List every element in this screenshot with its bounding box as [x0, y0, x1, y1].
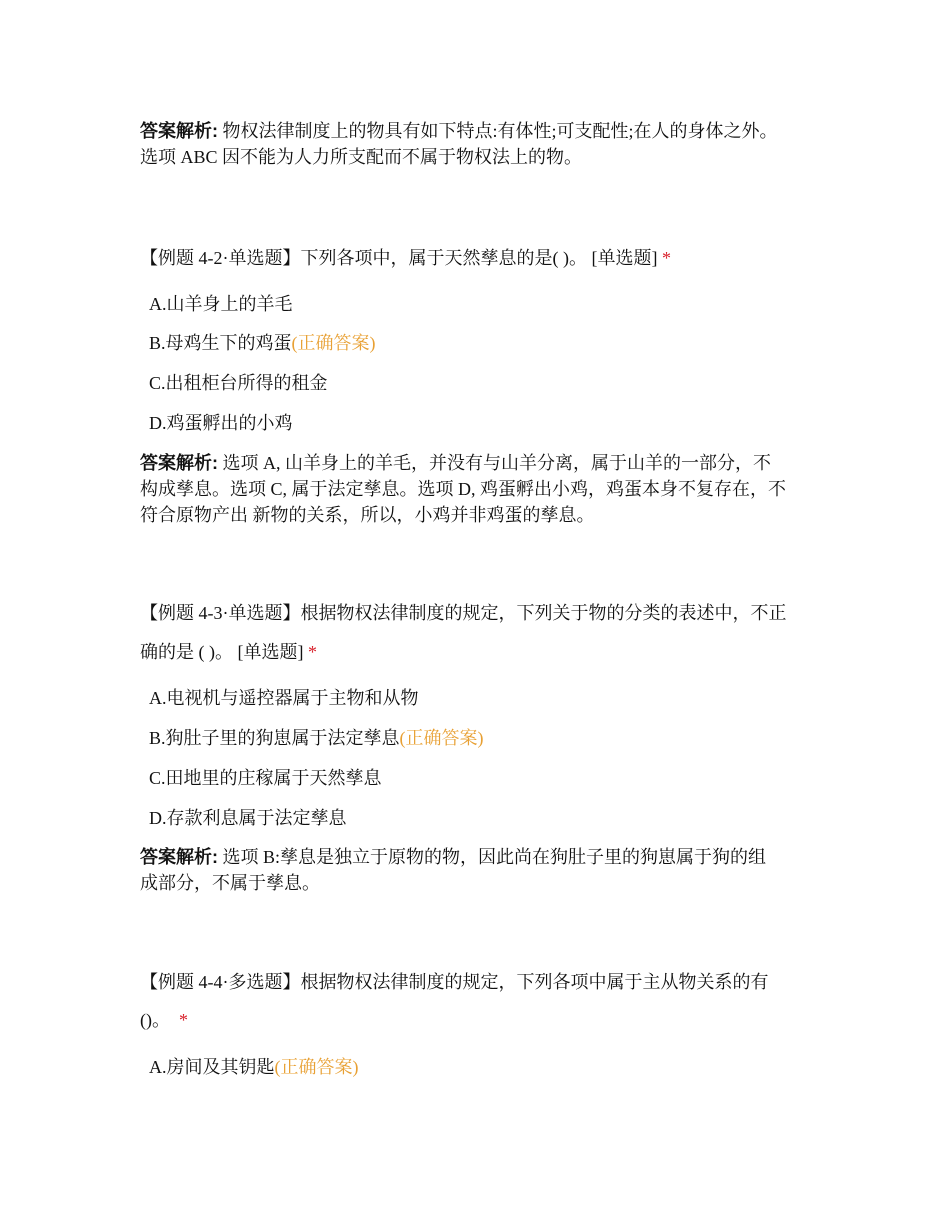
required-mark: *: [179, 1010, 188, 1030]
question-title: 【例题 4-2·单选题】下列各项中，属于天然孳息的是( )。 [单选题] *: [140, 248, 671, 268]
option-d[interactable]: D.存款利息属于法定孳息: [149, 808, 347, 828]
explanation-line: 成部分，不属于孳息。: [140, 873, 320, 893]
explanation-label: 答案解析:: [140, 453, 218, 473]
required-mark: *: [661, 248, 671, 268]
explanation-label: 答案解析:: [140, 121, 218, 141]
option-d[interactable]: D.鸡蛋孵出的小鸡: [149, 413, 293, 433]
explanation-line: 答案解析: 选项 B:孳息是独立于原物的物，因此尚在狗肚子里的狗崽属于狗的组: [140, 847, 767, 867]
explanation-line: 符合原物产出 新物的关系，所以，小鸡并非鸡蛋的孳息。: [140, 505, 595, 525]
option-a[interactable]: A.房间及其钥匙(正确答案): [149, 1057, 359, 1077]
option-b[interactable]: B.母鸡生下的鸡蛋(正确答案): [149, 333, 376, 353]
explanation-line: 构成孳息。选项 C, 属于法定孳息。选项 D, 鸡蛋孵出小鸡，鸡蛋本身不复存在，不: [140, 479, 787, 499]
option-c[interactable]: C.田地里的庄稼属于天然孳息: [149, 768, 382, 788]
explanation-line: 答案解析: 选项 A, 山羊身上的羊毛，并没有与山羊分离，属于山羊的一部分，不: [140, 453, 771, 473]
question-title: 确的是 ( )。 [单选题] *: [140, 642, 317, 662]
explanation-line: 答案解析: 物权法律制度上的物具有如下特点:有体性;可支配性;在人的身体之外。: [140, 121, 778, 141]
question-title: ()。 *: [140, 1010, 188, 1030]
correct-answer-mark: (正确答案): [399, 728, 484, 748]
option-a[interactable]: A.山羊身上的羊毛: [149, 294, 293, 314]
question-title: 【例题 4-3·单选题】根据物权法律制度的规定，下列关于物的分类的表述中，不正: [140, 603, 787, 623]
required-mark: *: [307, 642, 317, 662]
explanation-label: 答案解析:: [140, 847, 218, 867]
correct-answer-mark: (正确答案): [291, 333, 376, 353]
correct-answer-mark: (正确答案): [274, 1057, 359, 1077]
explanation-line: 选项 ABC 因不能为人力所支配而不属于物权法上的物。: [140, 147, 583, 167]
question-title: 【例题 4-4·多选题】根据物权法律制度的规定，下列各项中属于主从物关系的有: [140, 972, 769, 992]
option-a[interactable]: A.电视机与遥控器属于主物和从物: [149, 688, 419, 708]
option-c[interactable]: C.出租柜台所得的租金: [149, 373, 328, 393]
option-b[interactable]: B.狗肚子里的狗崽属于法定孳息(正确答案): [149, 728, 484, 748]
